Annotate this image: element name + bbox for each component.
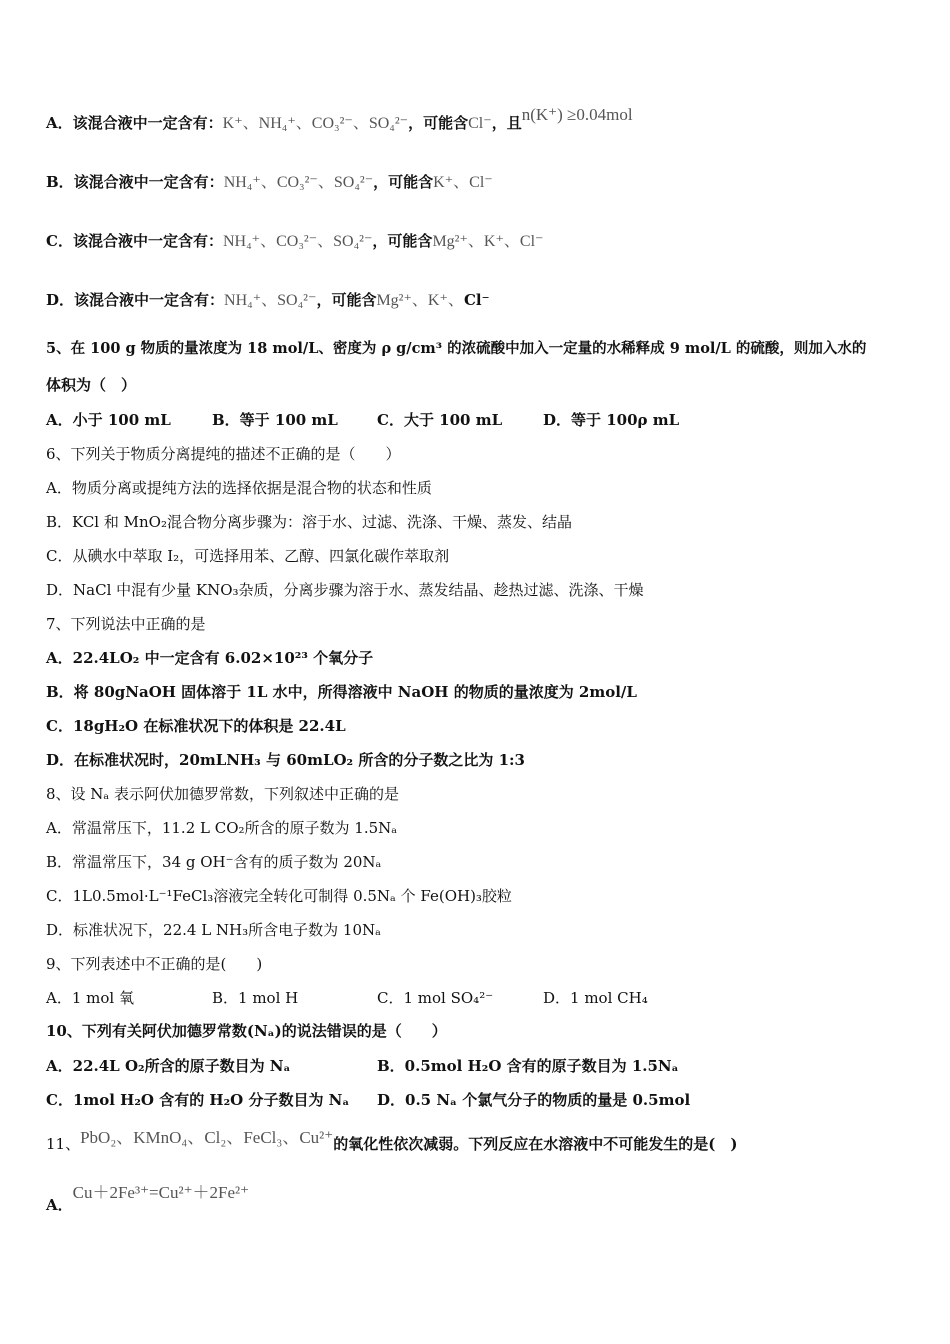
q7-option-b: B．将 80gNaOH 固体溶于 1L 水中，所得溶液中 NaOH 的物质的量浓度为 2mol/L bbox=[46, 683, 637, 701]
q11-formula: PbO₂、KMnO₄、Cl₂、FeCl₃、Cu²⁺ bbox=[80, 1128, 334, 1147]
q4-c-mid: ，可能含 bbox=[372, 232, 433, 250]
q6-option-a: A．物质分离或提纯方法的选择依据是混合物的状态和性质 bbox=[46, 479, 432, 497]
q4-option-c bbox=[46, 231, 543, 252]
q4-a-formula2: Cl⁻ bbox=[468, 115, 492, 132]
q4-d-tail: Cl⁻ bbox=[463, 291, 490, 309]
q11-option-a bbox=[46, 1183, 250, 1215]
q4-c-label: C．该混合液中一定含有： bbox=[46, 232, 223, 250]
q5-stem-2: 体积为（ ） bbox=[46, 376, 137, 394]
q6-option-c: C．从碘水中萃取 I₂，可选择用苯、乙醇、四氯化碳作萃取剂 bbox=[46, 547, 450, 565]
q4-a-mid2: ，且 bbox=[491, 114, 522, 132]
q10-option-c: C．1mol H₂O 含有的 H₂O 分子数目为 Nₐ bbox=[46, 1091, 350, 1109]
q7-stem: 7、下列说法中正确的是 bbox=[46, 615, 206, 633]
q6-stem: 6、下列关于物质分离提纯的描述不正确的是（ ） bbox=[46, 445, 401, 463]
q5-option-c: C．大于 100 mL bbox=[377, 411, 503, 429]
q9-option-a: A．1 mol 氧 bbox=[46, 989, 134, 1007]
q11-prefix: 11、 bbox=[46, 1135, 81, 1153]
q11-stem-text: 的氧化性依次减弱。下列反应在水溶液中不可能发生的是( ) bbox=[333, 1135, 738, 1153]
q4-b-formula2: K⁺、Cl⁻ bbox=[433, 174, 493, 191]
q6-option-b: B．KCl 和 MnO₂混合物分离步骤为：溶于水、过滤、洗涤、干燥、蒸发、结晶 bbox=[46, 513, 572, 531]
q11-stem bbox=[46, 1128, 738, 1154]
q5-stem-1: 5、在 100 g 物质的量浓度为 18 mol/L、密度为 ρ g/cm³ 的浓硫酸中加入一定量的水稀释成 9 mol/L 的硫酸，则加入水的 bbox=[46, 340, 867, 357]
q4-a-formula: K⁺、NH₄⁺、CO₃²⁻、SO₄²⁻ bbox=[222, 115, 409, 132]
q4-option-d bbox=[46, 290, 490, 311]
q4-c-formula2: Mg²⁺、K⁺、Cl⁻ bbox=[432, 233, 544, 250]
q5-option-d: D．等于 100ρ mL bbox=[543, 411, 680, 429]
q5-option-b: B．等于 100 mL bbox=[212, 411, 338, 429]
q11-a-label: A． bbox=[46, 1196, 73, 1214]
q7-option-c: C．18gH₂O 在标准状况下的体积是 22.4L bbox=[46, 717, 346, 735]
q9-option-b: B．1 mol H bbox=[212, 989, 299, 1007]
q8-option-b: B．常温常压下，34 g OH⁻含有的质子数为 20Nₐ bbox=[46, 853, 382, 871]
q4-d-mid: ，可能含 bbox=[316, 291, 377, 309]
q4-a-label: A．该混合液中一定含有： bbox=[46, 114, 223, 132]
q10-stem: 10、下列有关阿伏加德罗常数(Nₐ)的说法错误的是（ ） bbox=[46, 1022, 447, 1040]
q8-stem: 8、设 Nₐ 表示阿伏加德罗常数，下列叙述中正确的是 bbox=[46, 785, 399, 803]
q4-d-formula2: Mg²⁺、K⁺、 bbox=[376, 292, 464, 309]
q4-a-formula3: n(K⁺) ≥0.04mol bbox=[521, 105, 633, 124]
q8-option-c: C．1L0.5mol·L⁻¹FeCl₃溶液完全转化可制得 0.5Nₐ 个 Fe(OH)₃胶粒 bbox=[46, 887, 512, 905]
q5-option-a: A．小于 100 mL bbox=[46, 411, 171, 429]
q9-option-d: D．1 mol CH₄ bbox=[543, 989, 648, 1007]
q4-b-mid: ，可能含 bbox=[373, 173, 434, 191]
q10-option-b: B．0.5mol H₂O 含有的原子数目为 1.5Nₐ bbox=[377, 1057, 679, 1075]
q11-a-formula: Cu＋2Fe³⁺=Cu²⁺＋2Fe²⁺ bbox=[72, 1183, 250, 1202]
q4-option-a bbox=[46, 105, 633, 134]
q4-d-label: D．该混合液中一定含有： bbox=[46, 291, 225, 309]
q8-option-a: A．常温常压下，11.2 L CO₂所含的原子数为 1.5Nₐ bbox=[46, 819, 398, 837]
q4-b-label: B．该混合液中一定含有： bbox=[46, 173, 224, 191]
q7-option-d: D．在标准状况时，20mLNH₃ 与 60mLO₂ 所含的分子数之比为 1:3 bbox=[46, 751, 525, 769]
q4-d-formula: NH₄⁺、SO₄²⁻ bbox=[224, 292, 317, 309]
q9-option-c: C．1 mol SO₄²⁻ bbox=[377, 989, 494, 1007]
q4-option-b bbox=[46, 172, 493, 193]
q6-option-d: D．NaCl 中混有少量 KNO₃杂质，分离步骤为溶于水、蒸发结晶、趁热过滤、洗涤、干燥 bbox=[46, 581, 644, 599]
q9-stem: 9、下列表述中不正确的是( ) bbox=[46, 955, 263, 973]
q10-option-a: A．22.4L O₂所含的原子数目为 Nₐ bbox=[46, 1057, 291, 1075]
q4-a-mid: ，可能含 bbox=[408, 114, 469, 132]
q10-option-d: D．0.5 Nₐ 个氯气分子的物质的量是 0.5mol bbox=[377, 1091, 691, 1109]
q7-option-a: A．22.4LO₂ 中一定含有 6.02×10²³ 个氧分子 bbox=[46, 649, 374, 667]
q4-b-formula: NH₄⁺、CO₃²⁻、SO₄²⁻ bbox=[223, 174, 374, 191]
q8-option-d: D．标准状况下，22.4 L NH₃所含电子数为 10Nₐ bbox=[46, 921, 381, 939]
q4-c-formula: NH₄⁺、CO₃²⁻、SO₄²⁻ bbox=[222, 233, 373, 250]
